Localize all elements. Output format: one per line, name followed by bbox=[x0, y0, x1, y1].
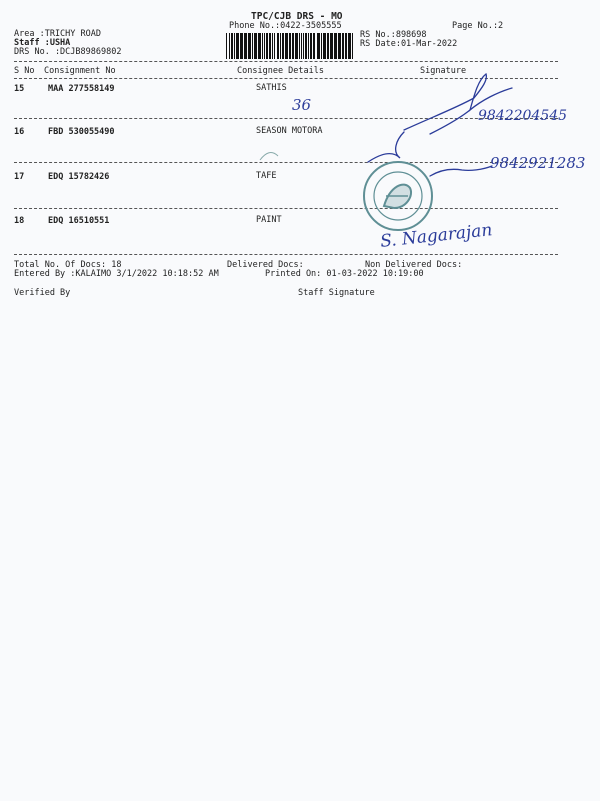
area-field: Area :TRICHY ROAD bbox=[14, 29, 101, 39]
row-divider bbox=[14, 162, 558, 163]
barcode-bar bbox=[252, 33, 253, 59]
barcode-bar bbox=[345, 33, 347, 59]
printed-on: Printed On: 01-03-2022 10:19:00 bbox=[265, 269, 424, 279]
row-consignee: SEASON MOTORA bbox=[256, 126, 323, 136]
handwritten-phone-1: 9842204545 bbox=[478, 108, 568, 124]
staff-signature: Staff Signature bbox=[298, 288, 375, 298]
barcode-bar bbox=[240, 33, 243, 59]
rs-date: RS Date:01-Mar-2022 bbox=[360, 39, 458, 49]
barcode-bar bbox=[244, 33, 247, 59]
barcode-bar bbox=[330, 33, 333, 59]
barcode-bar bbox=[342, 33, 344, 59]
verified-by: Verified By bbox=[14, 288, 71, 298]
handwritten-note: 36 bbox=[292, 96, 312, 114]
page-number: Page No.:2 bbox=[452, 21, 504, 31]
barcode-bar bbox=[299, 33, 300, 59]
handwritten-signature-name: S. Nagarajan bbox=[379, 220, 494, 252]
divider bbox=[14, 61, 558, 62]
barcode-bar bbox=[305, 33, 307, 59]
handwritten-phone-2: 9842921283 bbox=[490, 154, 586, 172]
barcode-bar bbox=[317, 33, 320, 59]
barcode-bar bbox=[321, 33, 322, 59]
col-consignee-header: Consignee Details bbox=[237, 66, 324, 76]
pen-mark bbox=[260, 153, 278, 160]
barcode-bar bbox=[301, 33, 302, 59]
barcode bbox=[226, 33, 354, 59]
row-divider bbox=[14, 208, 558, 209]
barcode-bar bbox=[285, 33, 288, 59]
total-docs: Total No. Of Docs: 18 bbox=[14, 260, 122, 270]
row-sno: 18 bbox=[14, 216, 25, 226]
barcode-bar bbox=[334, 33, 337, 59]
company-stamp bbox=[364, 162, 432, 230]
non-delivered-docs: Non Delivered Docs: bbox=[365, 260, 463, 270]
barcode-bar bbox=[231, 33, 233, 59]
barcode-bar bbox=[258, 33, 261, 59]
barcode-bar bbox=[327, 33, 329, 59]
barcode-bar bbox=[282, 33, 284, 59]
staff-field: Staff :USHA bbox=[14, 38, 71, 48]
row-sno: 15 bbox=[14, 84, 25, 94]
drs-number: DRS No. :DCJB89869802 bbox=[14, 47, 122, 57]
row-consignee: PAINT bbox=[256, 215, 282, 225]
barcode-bar bbox=[295, 33, 298, 59]
row-consignment: MAA 277558149 bbox=[48, 84, 115, 94]
barcode-bar bbox=[234, 33, 235, 59]
barcode-bar bbox=[248, 33, 251, 59]
barcode-bar bbox=[348, 33, 351, 59]
barcode-bar bbox=[338, 33, 341, 59]
barcode-bar bbox=[272, 33, 273, 59]
barcode-bar bbox=[226, 33, 227, 59]
barcode-bar bbox=[269, 33, 271, 59]
divider bbox=[14, 78, 558, 79]
row-sno: 16 bbox=[14, 127, 25, 137]
barcode-bar bbox=[262, 33, 263, 59]
row-consignee: TAFE bbox=[256, 171, 277, 181]
barcode-bar bbox=[266, 33, 268, 59]
row-consignment: EDQ 16510551 bbox=[48, 216, 110, 226]
rs-number: RS No.:898698 bbox=[360, 30, 427, 40]
col-consignment-header: Consignment No bbox=[44, 66, 116, 76]
row-consignment: FBD 530055490 bbox=[48, 127, 115, 137]
col-signature-header: Signature bbox=[420, 66, 467, 76]
barcode-bar bbox=[236, 33, 239, 59]
barcode-bar bbox=[277, 33, 279, 59]
barcode-bar bbox=[289, 33, 291, 59]
entered-by: Entered By :KALAIMO 3/1/2022 10:18:52 AM bbox=[14, 269, 219, 279]
barcode-bar bbox=[254, 33, 257, 59]
document-title: TPC/CJB DRS - MO bbox=[251, 11, 343, 22]
col-sno-header: S No bbox=[14, 66, 35, 76]
row-divider bbox=[14, 118, 558, 119]
barcode-bar bbox=[229, 33, 230, 59]
row-divider bbox=[14, 254, 558, 255]
row-consignment: EDQ 15782426 bbox=[48, 172, 110, 182]
barcode-bar bbox=[352, 33, 353, 59]
barcode-bar bbox=[292, 33, 294, 59]
row-consignee: SATHIS bbox=[256, 83, 287, 93]
phone-number: Phone No.:0422-3505555 bbox=[229, 21, 342, 31]
barcode-bar bbox=[264, 33, 265, 59]
barcode-bar bbox=[280, 33, 281, 59]
barcode-bar bbox=[313, 33, 315, 59]
barcode-bar bbox=[323, 33, 326, 59]
barcode-bar bbox=[274, 33, 275, 59]
row-sno: 17 bbox=[14, 172, 25, 182]
barcode-bar bbox=[303, 33, 304, 59]
barcode-bar bbox=[310, 33, 312, 59]
barcode-bar bbox=[308, 33, 309, 59]
delivered-docs: Delivered Docs: bbox=[227, 260, 304, 270]
